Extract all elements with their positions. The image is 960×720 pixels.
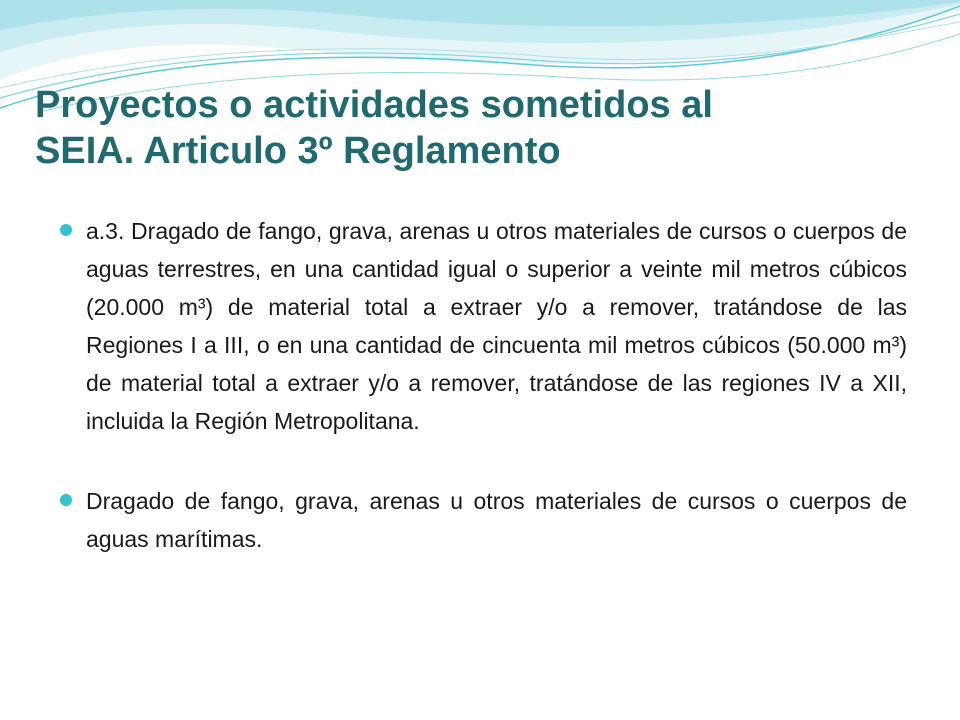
bullet-list xyxy=(60,212,907,558)
bullet-dot-icon xyxy=(60,224,72,236)
slide-title-line-1: Proyectos o actividades sometidos al xyxy=(35,84,713,126)
slide-title xyxy=(35,82,935,174)
bullet-text: Dragado de fango, grava, arenas u otros materiales de cursos o cuerpos de aguas marítimas. xyxy=(86,488,907,552)
bullet-item xyxy=(60,482,907,558)
bullet-dot-icon xyxy=(60,494,72,506)
bullet-item xyxy=(60,212,907,440)
bullet-text: a.3. Dragado de fango, grava, arenas u otros materiales de cursos o cuerpos de aguas terrestres, en una cantidad igual o superior a veinte mil metros cúbicos (20.000 m³) de material total a extraer y/o a remover, tratándose de las Regiones I a III, o en una cantidad de cincuenta mil metros cúbicos (50.000 m³) de material total a extraer y/o a remover, tratándose de las regiones IV a XII, incluida la Región Metropolitana. xyxy=(86,218,907,434)
slide-title-line-2: SEIA. Articulo 3º Reglamento xyxy=(35,130,561,172)
